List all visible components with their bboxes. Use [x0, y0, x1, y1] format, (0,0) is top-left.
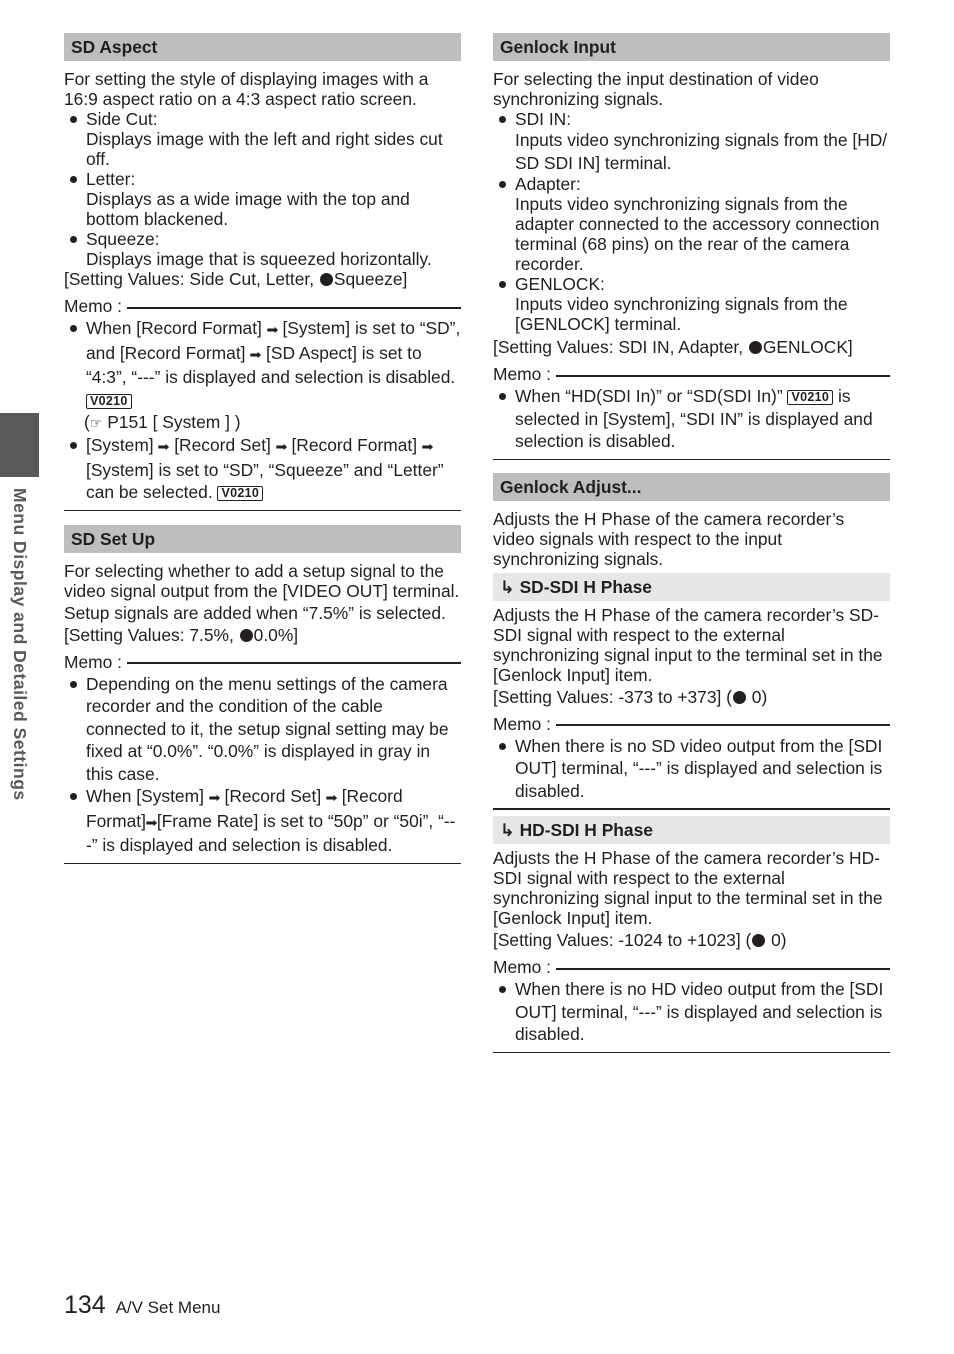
memo-rule: [127, 662, 461, 664]
memo-label: Memo :: [493, 957, 551, 977]
sub-item-arrow-icon: ↳: [500, 576, 515, 597]
option-description: Displays image with the left and right sides cut off.: [86, 129, 443, 169]
setting-values-text: [Setting Values: SDI IN, Adapter,: [493, 337, 748, 357]
memo-label: Memo :: [493, 713, 551, 734]
arrow-right-icon: ➡: [275, 439, 288, 454]
section-note: Setup signals are added when “7.5%” is selected.: [64, 602, 446, 623]
memo-list: [493, 978, 890, 1046]
memo-item: Depending on the menu settings of the camera recorder and the condition of the cable connected to it, the setup signal setting may be fixed at “0.0%”. “0.0%” is displayed in gray in this case.: [64, 673, 461, 786]
memo-item: [64, 434, 461, 504]
memo-header: [493, 363, 890, 385]
arrow-right-icon: ➡: [249, 346, 262, 362]
section-title: SD Set Up: [64, 525, 461, 553]
sub-item-arrow-icon: ↳: [500, 820, 515, 840]
memo-rule: [556, 968, 890, 970]
default-marker-icon: [752, 934, 765, 947]
memo-text: [Record Format]: [286, 435, 422, 455]
setting-default-text: 0): [766, 930, 787, 950]
subsection-title-text: SD-SDI H Phase: [519, 576, 652, 597]
setting-default-text: 0): [746, 686, 768, 707]
list-item: [64, 169, 461, 229]
memo-header: [64, 651, 461, 673]
default-marker-icon: [733, 691, 746, 704]
left-column: [64, 33, 461, 864]
section-title: Genlock Adjust...: [493, 473, 890, 501]
chapter-tab-marker: [0, 413, 39, 477]
memo-text: When [Record Format]: [86, 318, 267, 338]
section-divider: [493, 1052, 890, 1053]
option-list: [493, 109, 890, 334]
memo-text: When [System]: [86, 786, 209, 806]
list-item: [64, 229, 461, 269]
ref-text: P151 [ System ] ): [102, 412, 241, 432]
memo-text: [Record Format]: [86, 786, 403, 831]
section-title: Genlock Input: [493, 33, 890, 61]
setting-values: [493, 930, 890, 950]
memo-label: Memo :: [64, 296, 122, 316]
arrow-right-icon: ➡: [325, 790, 338, 805]
arrow-right-icon: ➡: [157, 439, 170, 454]
memo-list: [64, 434, 461, 504]
memo-text: When “HD(SDI In)” or “SD(SDI In)”: [515, 386, 788, 406]
subsection-title-text: HD-SDI H Phase: [519, 820, 653, 840]
memo-text: [System]: [86, 435, 159, 455]
option-label: Side Cut:: [86, 109, 158, 129]
memo-text: is selected in [System], “SDI IN” is displayed and selection is disabled.: [515, 386, 873, 451]
section-intro: For selecting whether to add a setup signal to the video signal output from the [VIDEO OUT] terminal.: [64, 560, 460, 601]
arrow-right-icon: ➡: [421, 439, 434, 454]
memo-header: [493, 956, 890, 978]
option-label: Squeeze:: [86, 229, 160, 249]
setting-default-text: GENLOCK]: [762, 337, 853, 357]
subsection-body: Adjusts the H Phase of the camera recorder’s HD-SDI signal with respect to the external synchronizing signal input to the terminal set in the [Genlock Input] item.: [493, 848, 883, 928]
memo-header: [64, 295, 461, 317]
section-genlock-adjust: [493, 473, 890, 1053]
version-badge: V0210: [787, 390, 833, 405]
subsection-body: Adjusts the H Phase of the camera recorder’s SD-SDI signal with respect to the external synchronizing signal input to the terminal set in the [Genlock Input] item.: [493, 604, 883, 685]
option-label: GENLOCK:: [515, 274, 605, 294]
memo-text: [System] is set to “SD”, “Squeeze” and “Letter” can be selected.: [86, 459, 444, 502]
arrow-right-icon: ➡: [266, 322, 279, 337]
version-badge: V0210: [86, 394, 132, 409]
option-description: Displays image that is squeezed horizontally.: [86, 249, 432, 269]
setting-values: [64, 625, 461, 645]
setting-values-text: [Setting Values: -373 to +373] (: [493, 686, 732, 707]
option-description: Inputs video synchronizing signals from the [HD/ SD SDI IN] terminal.: [515, 130, 888, 173]
right-column: [493, 33, 890, 1053]
memo-text: [SD Aspect] is set to “4:3”, “---” is displayed and selection is disabled.: [86, 342, 456, 387]
footer-title: A/V Set Menu: [115, 1298, 221, 1317]
option-description: Inputs video synchronizing signals from the adapter connected to the accessory connection terminal (68 pins) on the rear of the camera recorder.: [515, 194, 880, 274]
subsection-sd-sdi-h-phase: [493, 573, 890, 811]
setting-default-text: 0.0%]: [253, 624, 299, 645]
arrow-right-icon: ➡: [208, 790, 221, 805]
list-item: [64, 109, 461, 169]
memo-label: Memo :: [64, 651, 122, 672]
default-marker-icon: [320, 273, 333, 286]
section-genlock-input: [493, 33, 890, 460]
memo-text: [System] is set to “SD”, and [Record Format]: [86, 318, 461, 363]
memo-text: [Frame Rate] is set to “50p” or “50i”, “---” is displayed and selection is disabled.: [86, 810, 456, 855]
memo-list: [64, 673, 461, 857]
section-divider: [64, 863, 461, 864]
setting-values-text: [Setting Values: Side Cut, Letter,: [64, 269, 319, 289]
setting-values-text: [Setting Values: -1024 to +1023] (: [493, 930, 752, 950]
memo-item: [64, 317, 461, 411]
memo-list: [64, 317, 461, 411]
option-label: SDI IN:: [515, 109, 572, 129]
subsection-hd-sdi-h-phase: [493, 816, 890, 1053]
page-number: 134: [64, 1291, 106, 1319]
setting-values: [64, 269, 461, 289]
page-reference-link[interactable]: [64, 411, 461, 434]
default-marker-icon: [240, 629, 253, 642]
option-list: [64, 109, 461, 269]
default-marker-icon: [749, 341, 762, 354]
option-description: Inputs video synchronizing signals from the [GENLOCK] terminal.: [515, 294, 848, 334]
setting-values-text: [Setting Values: 7.5%,: [64, 624, 239, 645]
chapter-side-label: Menu Display and Detailed Settings: [10, 488, 30, 801]
memo-label: Memo :: [493, 364, 551, 384]
list-item: [493, 174, 890, 274]
list-item: [493, 109, 890, 174]
memo-item: [493, 385, 890, 453]
section-intro: For selecting the input destination of video synchronizing signals.: [493, 69, 819, 109]
subsection-title: [493, 573, 890, 601]
memo-list: [493, 385, 890, 453]
memo-list: [493, 735, 890, 803]
section-title: SD Aspect: [64, 33, 461, 61]
version-badge: V0210: [217, 486, 263, 501]
memo-header: [493, 713, 890, 735]
subsection-title: [493, 816, 890, 844]
option-label: Adapter:: [515, 174, 581, 194]
setting-values: [493, 687, 890, 707]
setting-values: [493, 337, 890, 357]
section-sd-aspect: [64, 33, 461, 511]
option-description: Displays as a wide image with the top and bottom blackened.: [86, 189, 410, 229]
list-item: [493, 274, 890, 334]
section-sd-set-up: [64, 525, 461, 864]
page-footer: [64, 1290, 220, 1320]
memo-item: [64, 785, 461, 857]
memo-rule: [556, 375, 890, 377]
memo-item: When there is no SD video output from the [SDI OUT] terminal, “---” is displayed and selection is disabled.: [493, 735, 890, 803]
memo-rule: [556, 724, 890, 726]
section-intro: Adjusts the H Phase of the camera recorder’s video signals with respect to the input synchronizing signals.: [493, 508, 845, 569]
memo-rule: [127, 307, 461, 309]
memo-item: When there is no HD video output from the [SDI OUT] terminal, “---” is displayed and selection is disabled.: [493, 978, 890, 1046]
setting-default-text: Squeeze]: [333, 269, 408, 289]
arrow-right-icon: ➡: [145, 814, 158, 830]
ref-paren: (: [84, 412, 90, 432]
memo-text: [Record Set]: [219, 786, 326, 806]
memo-text: [Record Set]: [169, 435, 276, 455]
section-intro: For setting the style of displaying images with a 16:9 aspect ratio on a 4:3 aspect ratio screen.: [64, 69, 429, 109]
option-label: Letter:: [86, 169, 136, 189]
pointing-hand-icon: ☞: [89, 415, 103, 431]
